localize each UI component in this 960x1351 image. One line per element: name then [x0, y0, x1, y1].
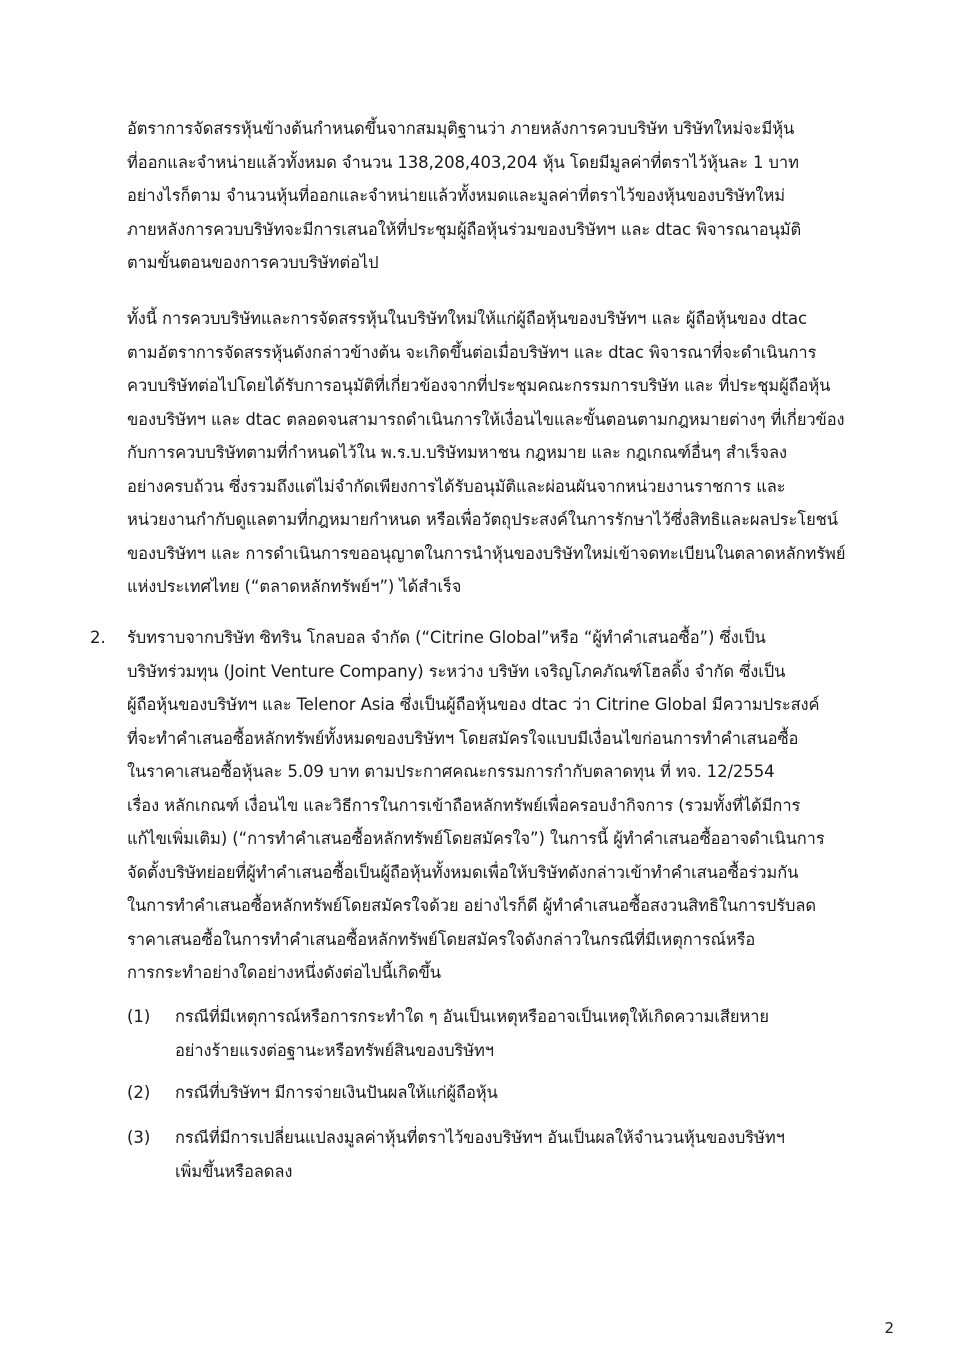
- paragraph-line: จัดตั้งบริษัทย่อยที่ผู้ทำคำเสนอซื้อเป็นผู้ถือหุ้นทั้งหมดเพื่อให้บริษัทดังกล่าวเข้าทำคำเสนอซื้อร่วมกัน: [127, 862, 799, 882]
- paragraph-line: หน่วยงานกำกับดูแลตามที่กฎหมายกำหนด หรือเพื่อวัตถุประสงค์ในการรักษาไว้ซึ่งสิทธิและผลประโยชน์: [127, 510, 838, 529]
- sub-item-text: [175, 1121, 899, 1188]
- paragraph-allocation-ratio: [127, 112, 899, 280]
- paragraph-line: ที่จะทำคำเสนอซื้อหลักทรัพย์ทั้งหมดของบริษัทฯ โดยสมัครใจแบบมีเงื่อนไขก่อนการทำคำเสนอซื้อ: [127, 728, 799, 748]
- sub-item-label: (3): [127, 1128, 151, 1147]
- paragraph-line: รับทราบจากบริษัท ซิทริน โกลบอล จำกัด (“Citrine Global”หรือ “ผู้ทำคำเสนอซื้อ”) ซึ่งเป็น: [127, 628, 766, 647]
- paragraph-line: ทั้งนี้ การควบบริษัทและการจัดสรรหุ้นในบริษัทใหม่ให้แก่ผู้ถือหุ้นของบริษัทฯ และ ผู้ถือหุ้นของ dtac: [127, 309, 807, 328]
- sub-item-label: (1): [127, 1007, 151, 1026]
- paragraph-line: กรณีที่บริษัทฯ มีการจ่ายเงินปันผลให้แก่ผู้ถือหุ้น: [175, 1083, 498, 1102]
- sub-item-text: [175, 1000, 899, 1067]
- paragraph-line: ราคาเสนอซื้อในการทำคำเสนอซื้อหลักทรัพย์โดยสมัครใจดังกล่าวในกรณีที่มีเหตุการณ์หรือ: [127, 929, 756, 949]
- paragraph-line: แก้ไขเพิ่มเติม) (“การทำคำเสนอซื้อหลักทรัพย์โดยสมัครใจ”) ในการนี้ ผู้ทำคำเสนอซื้ออาจดำเนินการ: [127, 829, 825, 848]
- paragraph-line: อย่างร้ายแรงต่อฐานะหรือทรัพย์สินของบริษัทฯ: [175, 1040, 494, 1060]
- paragraph-line: บริษัทร่วมทุน (Joint Venture Company) ระหว่าง บริษัท เจริญโภคภัณฑ์โฮลดิ้ง จำกัด ซึ่งเป็น: [127, 661, 786, 681]
- paragraph-line: ของบริษัทฯ และ การดำเนินการขออนุญาตในการนำหุ้นของบริษัทใหม่เข้าจดทะเบียนในตลาดหลักทรัพย์: [127, 543, 846, 563]
- paragraph-line: อย่างครบถ้วน ซึ่งรวมถึงแต่ไม่จำกัดเพียงการได้รับอนุมัติและผ่อนผันจากหน่วยงานราชการ และ: [127, 476, 786, 496]
- paragraph-line: ผู้ถือหุ้นของบริษัทฯ และ Telenor Asia ซึ่งเป็นผู้ถือหุ้นของ dtac ว่า Citrine Global มีความประสงค์: [127, 695, 820, 714]
- item-number: 2.: [90, 628, 106, 647]
- paragraph-line: อัตราการจัดสรรหุ้นข้างต้นกำหนดขึ้นจากสมมุติฐานว่า ภายหลังการควบบริษัท บริษัทใหม่จะมีหุ้น: [127, 119, 795, 138]
- paragraph-line: ในการทำคำเสนอซื้อหลักทรัพย์โดยสมัครใจด้วย อย่างไรก็ดี ผู้ทำคำเสนอซื้อสงวนสิทธิในการปรับลด: [127, 896, 816, 915]
- paragraph-line: กับการควบบริษัทตามที่กำหนดไว้ใน พ.ร.บ.บริษัทมหาชน กฎหมาย และ กฎเกณฑ์อื่นๆ สำเร็จลง: [127, 443, 787, 462]
- paragraph-line: กรณีที่มีการเปลี่ยนแปลงมูลค่าหุ้นที่ตราไว้ของบริษัทฯ อันเป็นผลให้จำนวนหุ้นของบริษัทฯ: [175, 1128, 785, 1147]
- paragraph-line: ในราคาเสนอซื้อหุ้นละ 5.09 บาท ตามประกาศคณะกรรมการกำกับตลาดทุน ที่ ทจ. 12/2554: [127, 762, 775, 781]
- paragraph-line: แห่งประเทศไทย (“ตลาดหลักทรัพย์ฯ”) ได้สำเร็จ: [127, 577, 462, 596]
- paragraph-line: การกระทำอย่างใดอย่างหนึ่งดังต่อไปนี้เกิดขึ้น: [127, 963, 441, 982]
- paragraph-tender-offer: [127, 621, 899, 990]
- sub-item-label: (2): [127, 1083, 151, 1102]
- paragraph-line: เพิ่มขึ้นหรือลดลง: [175, 1161, 293, 1181]
- paragraph-line: ภายหลังการควบบริษัทจะมีการเสนอให้ที่ประชุมผู้ถือหุ้นร่วมของบริษัทฯ และ dtac พิจารณาอนุมัติ: [127, 219, 802, 239]
- paragraph-line: ตามขั้นตอนของการควบบริษัทต่อไป: [127, 253, 379, 272]
- paragraph-merger-conditions: [127, 302, 899, 604]
- paragraph-line: ของบริษัทฯ และ dtac ตลอดจนสามารถดำเนินการให้เงื่อนไขและขั้นตอนตามกฎหมายต่างๆ ที่เกี่ยวข้อง: [127, 409, 845, 429]
- paragraph-line: ตามอัตราการจัดสรรหุ้นดังกล่าวข้างต้น จะเกิดขึ้นต่อเมื่อบริษัทฯ และ dtac พิจารณาที่จะดำเนินการ: [127, 342, 817, 362]
- paragraph-line: อย่างไรก็ตาม จำนวนหุ้นที่ออกและจำหน่ายแล้วทั้งหมดและมูลค่าที่ตราไว้ของหุ้นของบริษัทใหม่: [127, 186, 786, 205]
- paragraph-line: กรณีที่มีเหตุการณ์หรือการกระทำใด ๆ อันเป็นเหตุหรืออาจเป็นเหตุให้เกิดความเสียหาย: [175, 1007, 769, 1026]
- page-number: 2: [884, 1319, 894, 1337]
- paragraph-line: เรื่อง หลักเกณฑ์ เงื่อนไข และวิธีการในการเข้าถือหลักทรัพย์เพื่อครอบงำกิจการ (รวมทั้งที่ได้มีการ: [127, 795, 801, 815]
- paragraph-line: ที่ออกและจำหน่ายแล้วทั้งหมด จำนวน 138,208,403,204 หุ้น โดยมีมูลค่าที่ตราไว้หุ้นละ 1 บาท: [127, 152, 799, 172]
- sub-item-text: [175, 1076, 899, 1110]
- paragraph-line: ควบบริษัทต่อไปโดยได้รับการอนุมัติที่เกี่ยวข้องจากที่ประชุมคณะกรรมการบริษัท และ ที่ประชุมผู้ถือหุ้น: [127, 376, 831, 395]
